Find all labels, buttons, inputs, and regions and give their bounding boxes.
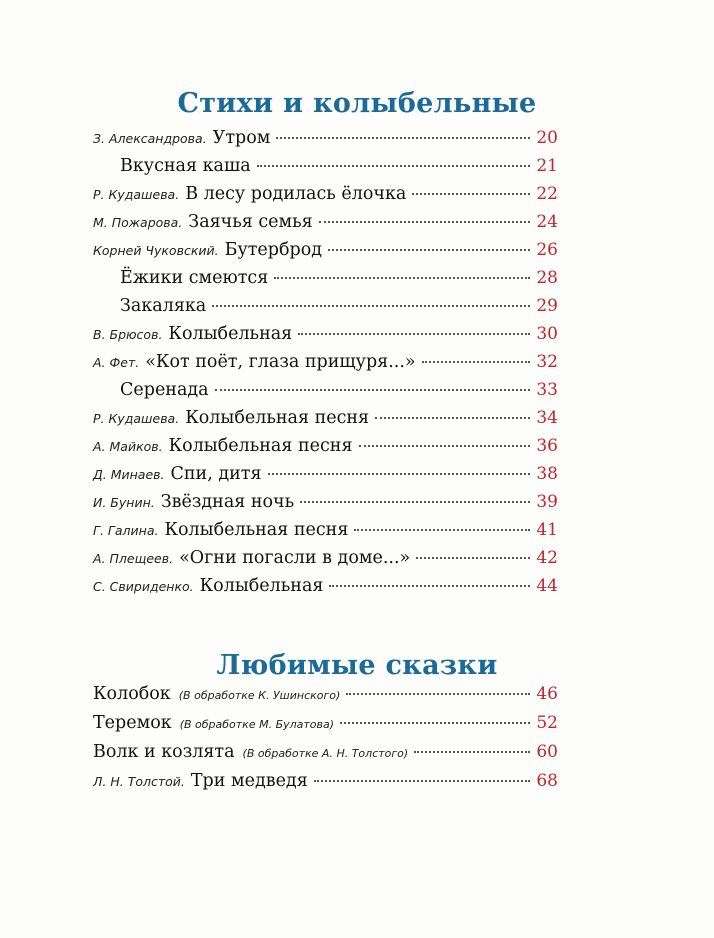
entry-title: Утром <box>212 128 271 148</box>
dot-leader <box>359 445 531 447</box>
dot-leader <box>340 722 530 724</box>
entry-page-number: 38 <box>536 464 558 484</box>
dot-leader <box>416 557 530 559</box>
entry-title: Колобок <box>93 684 171 704</box>
entry-title: Колыбельная <box>199 576 324 596</box>
toc-entry[interactable] <box>93 352 558 380</box>
entry-title: Закаляка <box>120 296 207 316</box>
toc-entry[interactable] <box>93 684 558 712</box>
entry-note: (В обработке А. Н. Толстого) <box>242 747 409 760</box>
entry-author: А. Майков. <box>93 439 163 454</box>
dot-leader <box>414 751 530 753</box>
toc-entry[interactable] <box>93 520 558 548</box>
entry-title: Бутерброд <box>224 240 323 260</box>
entry-page-number: 44 <box>536 576 558 596</box>
dot-leader <box>328 249 530 251</box>
entry-author: В. Брюсов. <box>93 327 163 342</box>
entry-author: Р. Кудашева. <box>93 411 180 426</box>
entry-page-number: 21 <box>536 156 558 176</box>
entry-title: Серенада <box>120 380 209 400</box>
toc-entry[interactable] <box>93 184 558 212</box>
entry-title: Заячья семья <box>188 212 313 232</box>
toc-entry[interactable] <box>93 212 558 240</box>
section-title-fairy-tales: Любимые сказки <box>216 650 498 681</box>
entry-author: С. Свириденко. <box>93 579 194 594</box>
toc-entry[interactable] <box>93 771 558 799</box>
entry-page-number: 60 <box>536 742 558 762</box>
entry-title: «Огни погасли в доме...» <box>179 548 411 568</box>
dot-leader <box>268 473 531 475</box>
dot-leader <box>274 277 530 279</box>
entry-page-number: 39 <box>536 492 558 512</box>
dot-leader <box>215 389 530 391</box>
entry-page-number: 26 <box>536 240 558 260</box>
dot-leader <box>354 529 530 531</box>
dot-leader <box>314 780 530 782</box>
toc-entry[interactable] <box>120 156 558 184</box>
dot-leader <box>346 693 530 695</box>
entry-author: М. Пожарова. <box>93 215 183 230</box>
entry-page-number: 29 <box>536 296 558 316</box>
entry-page-number: 52 <box>536 713 558 733</box>
entry-author: Корней Чуковский. <box>93 243 219 258</box>
entry-author: А. Фет. <box>93 355 140 370</box>
toc-entry[interactable] <box>93 492 558 520</box>
entry-title: Колыбельная песня <box>168 436 353 456</box>
entry-author: Л. Н. Толстой. <box>93 774 185 789</box>
entry-page-number: 42 <box>536 548 558 568</box>
dot-leader <box>412 193 530 195</box>
toc-entry[interactable] <box>93 240 558 268</box>
entry-title: Три медведя <box>190 771 308 791</box>
dot-leader <box>422 361 530 363</box>
toc-entry[interactable] <box>120 380 558 408</box>
entry-author: Р. Кудашева. <box>93 187 180 202</box>
entry-page-number: 32 <box>536 352 558 372</box>
entry-title: Спи, дитя <box>170 464 262 484</box>
entry-title: Звёздная ночь <box>160 492 295 512</box>
dot-leader <box>329 585 530 587</box>
toc-entry[interactable] <box>93 324 558 352</box>
entry-title: Колыбельная песня <box>164 520 349 540</box>
entry-page-number: 33 <box>536 380 558 400</box>
entry-title: Вкусная каша <box>120 156 251 176</box>
entry-page-number: 28 <box>536 268 558 288</box>
entry-page-number: 46 <box>536 684 558 704</box>
entry-page-number: 68 <box>536 771 558 791</box>
dot-leader <box>298 333 530 335</box>
entry-page-number: 24 <box>536 212 558 232</box>
toc-entry[interactable] <box>93 408 558 436</box>
entry-page-number: 20 <box>536 128 558 148</box>
entry-note: (В обработке К. Ушинского) <box>178 689 341 702</box>
dot-leader <box>319 221 530 223</box>
entry-author: Г. Галина. <box>93 523 159 538</box>
toc-entry[interactable] <box>93 464 558 492</box>
toc-entry[interactable] <box>93 436 558 464</box>
dot-leader <box>212 305 530 307</box>
entry-title: Колыбельная <box>168 324 293 344</box>
dot-leader <box>375 417 530 419</box>
entry-title: «Кот поёт, глаза прищуря...» <box>145 352 416 372</box>
toc-entry[interactable] <box>93 713 558 741</box>
toc-entry[interactable] <box>120 296 558 324</box>
entry-page-number: 34 <box>536 408 558 428</box>
dot-leader <box>257 165 530 167</box>
dot-leader <box>276 137 530 139</box>
entry-page-number: 30 <box>536 324 558 344</box>
entry-title: В лесу родилась ёлочка <box>185 184 407 204</box>
toc-entry[interactable] <box>93 576 558 604</box>
entry-page-number: 36 <box>536 436 558 456</box>
toc-entry[interactable] <box>93 128 558 156</box>
toc-entry[interactable] <box>93 548 558 576</box>
entry-page-number: 41 <box>536 520 558 540</box>
toc-entry[interactable] <box>93 742 558 770</box>
entry-author: А. Плещеев. <box>93 551 174 566</box>
dot-leader <box>300 501 530 503</box>
entry-title: Колыбельная песня <box>185 408 370 428</box>
entry-page-number: 22 <box>536 184 558 204</box>
toc-entry[interactable] <box>120 268 558 296</box>
entry-author: И. Бунин. <box>93 495 155 510</box>
entry-title: Ёжики смеются <box>120 268 269 288</box>
entry-title: Теремок <box>93 713 172 733</box>
entry-note: (В обработке М. Булатова) <box>179 718 335 731</box>
entry-author: Д. Минаев. <box>93 467 165 482</box>
section-title-poems: Стихи и колыбельные <box>177 88 537 119</box>
entry-author: З. Александрова. <box>93 131 207 146</box>
entry-title: Волк и козлята <box>93 742 235 762</box>
